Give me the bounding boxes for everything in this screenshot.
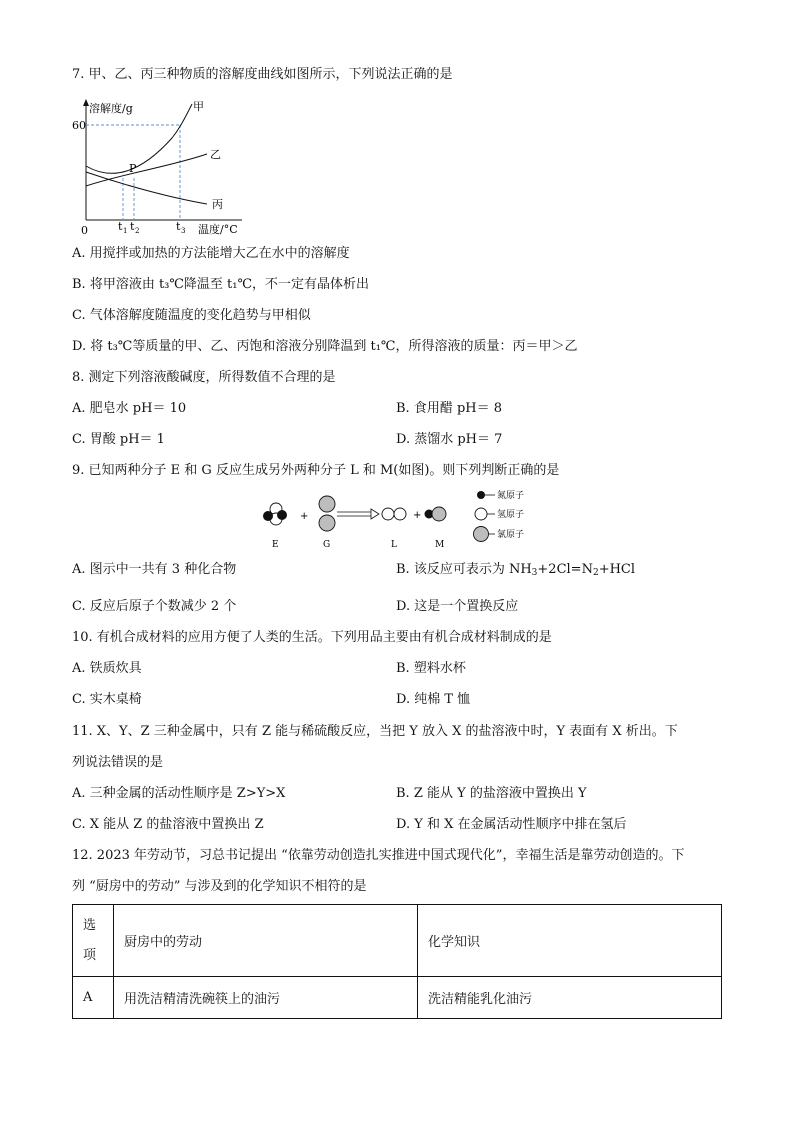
svg-text:氮原子: 氮原子 xyxy=(497,491,525,501)
label-yi: 乙 xyxy=(210,148,221,161)
tick-t3: t xyxy=(176,220,181,233)
legend-h xyxy=(475,508,524,520)
tick-t1: t xyxy=(118,220,123,233)
row-knowledge: 洗洁精能乳化油污 xyxy=(418,977,722,1019)
label-m: M xyxy=(435,540,445,550)
q8-option-d[interactable]: D. 蒸馏水 pH＝ 7 xyxy=(396,432,503,447)
q12-stem-line2: 列 “厨房中的劳动” 与涉及到的化学知识不相符的是 xyxy=(72,879,367,894)
q11-option-a[interactable]: A. 三种金属的活动性顺序是 Z>Y>X xyxy=(72,786,286,801)
q11-option-b[interactable]: B. Z 能从 Y 的盐溶液中置换出 Y xyxy=(396,786,587,801)
q12-stem-line1: 12. 2023 年劳动节，习总书记提出 “依靠劳动创造扎实推进中国式现代化”，幸福生活是靠劳动创造的。下 xyxy=(72,848,685,863)
q7-option-a[interactable]: A. 用搅拌或加热的方法能增大乙在水中的溶解度 xyxy=(72,246,350,261)
q7-option-c[interactable]: C. 气体溶解度随温度的变化趋势与甲相似 xyxy=(72,308,311,323)
graph-xlabel: 温度/°C xyxy=(198,223,238,236)
molecule-diagram xyxy=(255,488,555,550)
q10-stem: 10. 有机合成材料的应用方便了人类的生活。下列用品主要由有机合成材料制成的是 xyxy=(72,630,552,645)
q11-stem-line2: 列说法错误的是 xyxy=(72,755,164,770)
plus-1: + xyxy=(300,511,309,522)
q9-option-b[interactable] xyxy=(396,561,635,582)
tick-t1-sub: 1 xyxy=(123,227,128,235)
q10-option-c[interactable]: C. 实木桌椅 xyxy=(72,692,142,707)
graph-ylabel: 溶解度/g xyxy=(89,102,133,115)
header-labor: 厨房中的劳动 xyxy=(114,905,418,977)
q7-stem: 7. 甲、乙、丙三种物质的溶解度曲线如图所示，下列说法正确的是 xyxy=(72,67,453,82)
reaction-arrow xyxy=(337,509,379,519)
molecule-l xyxy=(382,508,406,520)
q8-option-a[interactable]: A. 肥皂水 pH＝ 10 xyxy=(72,401,187,416)
legend-cl xyxy=(474,527,525,542)
svg-text:氯原子: 氯原子 xyxy=(497,530,525,540)
label-g: G xyxy=(323,540,331,550)
q9-option-a[interactable]: A. 图示中一共有 3 种化合物 xyxy=(72,562,237,577)
q7-option-b[interactable]: B. 将甲溶液由 t₃℃降温至 t₁℃，不一定有晶体析出 xyxy=(72,277,370,292)
header-option: 选 项 xyxy=(73,905,114,977)
tick-t3-sub: 3 xyxy=(181,227,186,235)
q12-table xyxy=(72,904,722,1019)
graph-y60: 60 xyxy=(72,119,86,132)
label-l: L xyxy=(391,540,397,550)
plus-2: + xyxy=(413,510,422,521)
q10-option-d[interactable]: D. 纯棉 T 恤 xyxy=(396,692,471,707)
q9-option-c[interactable]: C. 反应后原子个数减少 2 个 xyxy=(72,599,237,614)
legend-n xyxy=(477,489,524,501)
label-jia: 甲 xyxy=(193,100,204,113)
row-labor: 用洗洁精清洗碗筷上的油污 xyxy=(114,977,418,1019)
q8-option-b[interactable]: B. 食用醋 pH＝ 8 xyxy=(396,401,503,416)
q9-stem: 9. 已知两种分子 E 和 G 反应生成另外两种分子 L 和 M(如图)。则下列判断正确的是 xyxy=(72,463,560,478)
label-bing: 丙 xyxy=(212,198,223,211)
molecule-e xyxy=(263,503,287,525)
q9-option-b-formula: $NH_3+2Cl=N_2+HCl$ xyxy=(508,562,636,578)
q11-option-d[interactable]: D. Y 和 X 在金属活动性顺序中排在氢后 xyxy=(396,817,627,832)
molecule-g xyxy=(319,496,335,531)
q8-option-c[interactable]: C. 胃酸 pH＝ 1 xyxy=(72,432,165,447)
header-knowledge: 化学知识 xyxy=(418,905,722,977)
q11-stem-line1: 11. X、Y、Z 三种金属中，只有 Z 能与稀硫酸反应，当把 Y 放入 X 的盐溶液中时，Y 表面有 X 析出。下 xyxy=(72,724,678,739)
tick-t2-sub: 2 xyxy=(135,227,140,235)
q8-stem: 8. 测定下列溶液酸碱度，所得数值不合理的是 xyxy=(72,370,336,385)
q7-option-d[interactable]: D. 将 t₃℃等质量的甲、乙、丙饱和溶液分别降温到 t₁℃，所得溶液的质量：丙＝甲＞乙 xyxy=(72,339,578,354)
q10-option-a[interactable]: A. 铁质炊具 xyxy=(72,661,142,676)
label-point-p: P xyxy=(129,162,137,175)
tick-t2: t xyxy=(130,220,135,233)
q11-option-c[interactable]: C. X 能从 Z 的盐溶液中置换出 Z xyxy=(72,817,264,832)
molecule-m xyxy=(425,507,447,521)
row-option: A xyxy=(73,977,114,1019)
graph-origin: 0 xyxy=(81,224,88,236)
q10-option-b[interactable]: B. 塑料水杯 xyxy=(396,661,466,676)
curve-bing xyxy=(86,172,207,204)
q9-option-b-text: B. 该反应可表示为 xyxy=(396,562,509,577)
svg-text:氢原子: 氢原子 xyxy=(497,510,525,520)
q9-option-d[interactable]: D. 这是一个置换反应 xyxy=(396,599,519,614)
q12-table-header xyxy=(73,905,722,977)
label-e: E xyxy=(272,540,279,550)
table-row xyxy=(73,977,722,1019)
solubility-graph xyxy=(72,96,252,236)
curve-yi xyxy=(86,154,207,186)
